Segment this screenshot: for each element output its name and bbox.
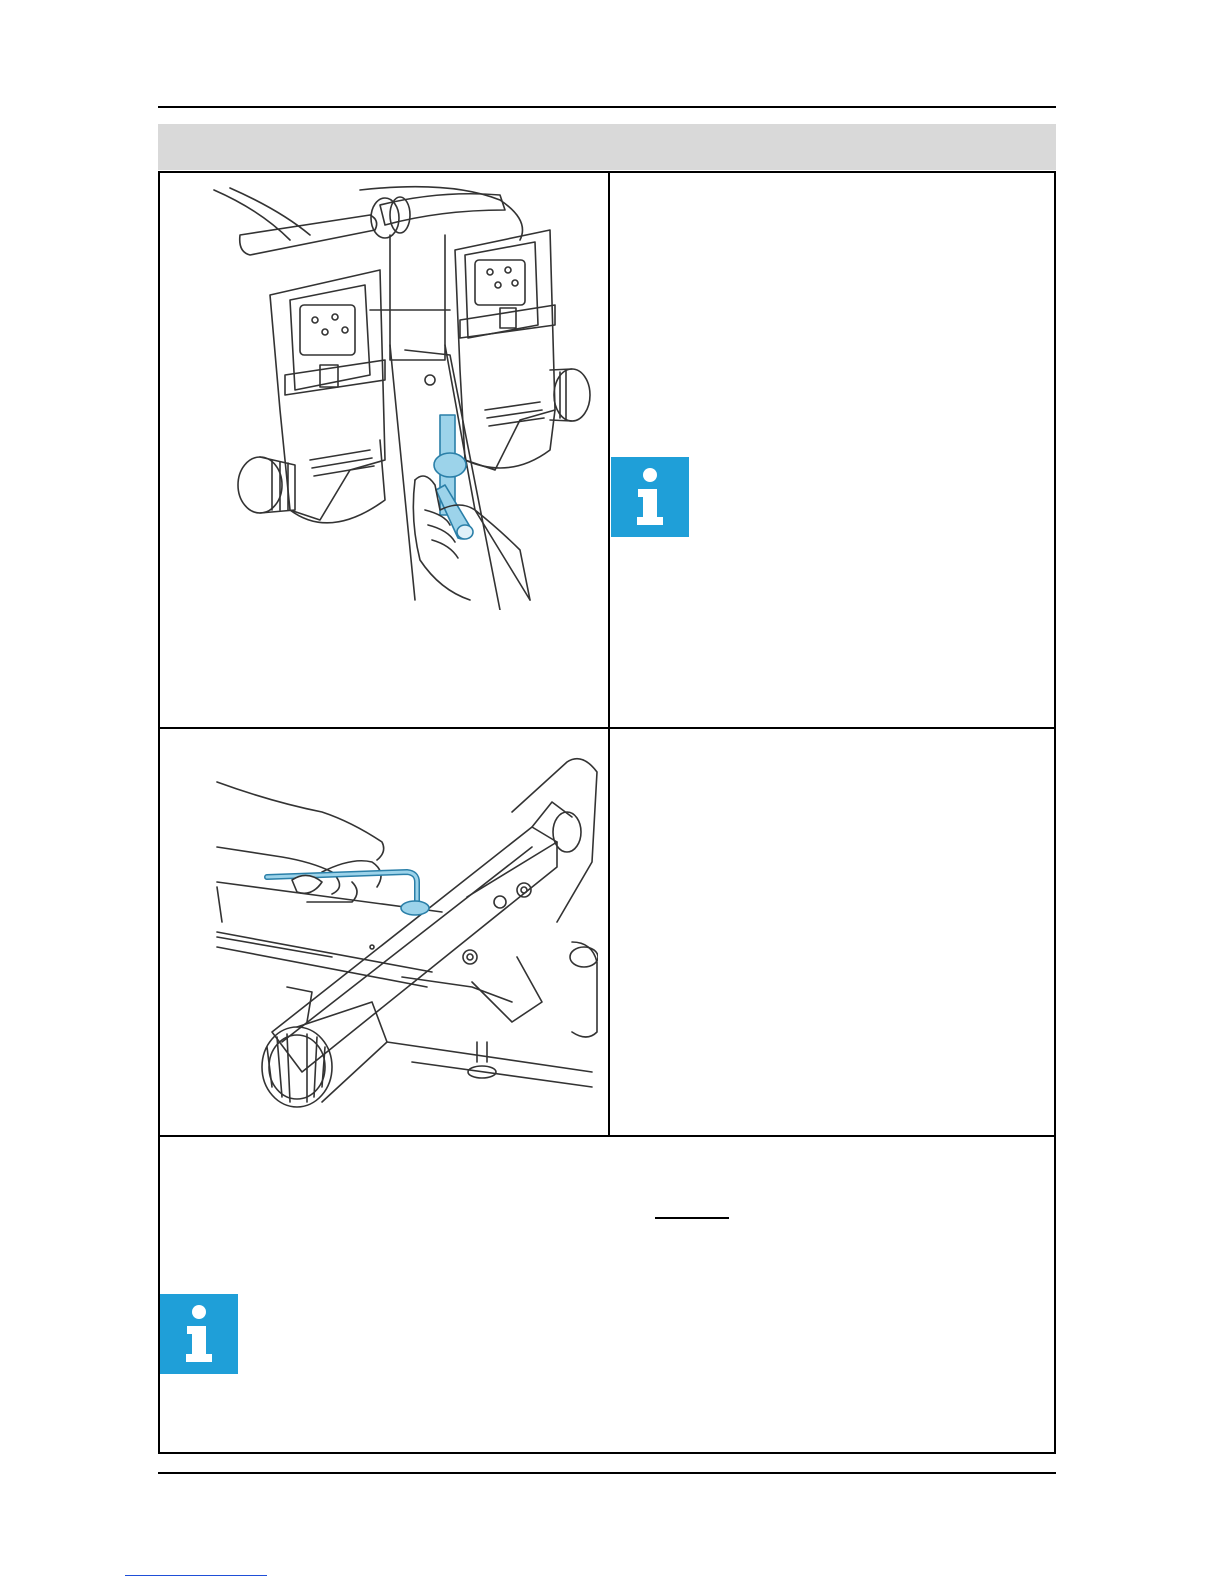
header-rule <box>158 106 1056 108</box>
footer-link[interactable] <box>125 1575 267 1576</box>
row-divider-2 <box>158 1135 1056 1137</box>
column-divider <box>608 171 610 1137</box>
section-header-band <box>158 124 1056 170</box>
illustration-bolt-insertion <box>200 180 600 610</box>
info-icon <box>160 1294 238 1374</box>
footer-rule <box>158 1472 1056 1474</box>
underlined-term <box>655 1217 729 1219</box>
info-icon <box>611 457 689 537</box>
row-divider-1 <box>158 727 1056 729</box>
illustration-hex-key <box>212 742 598 1114</box>
